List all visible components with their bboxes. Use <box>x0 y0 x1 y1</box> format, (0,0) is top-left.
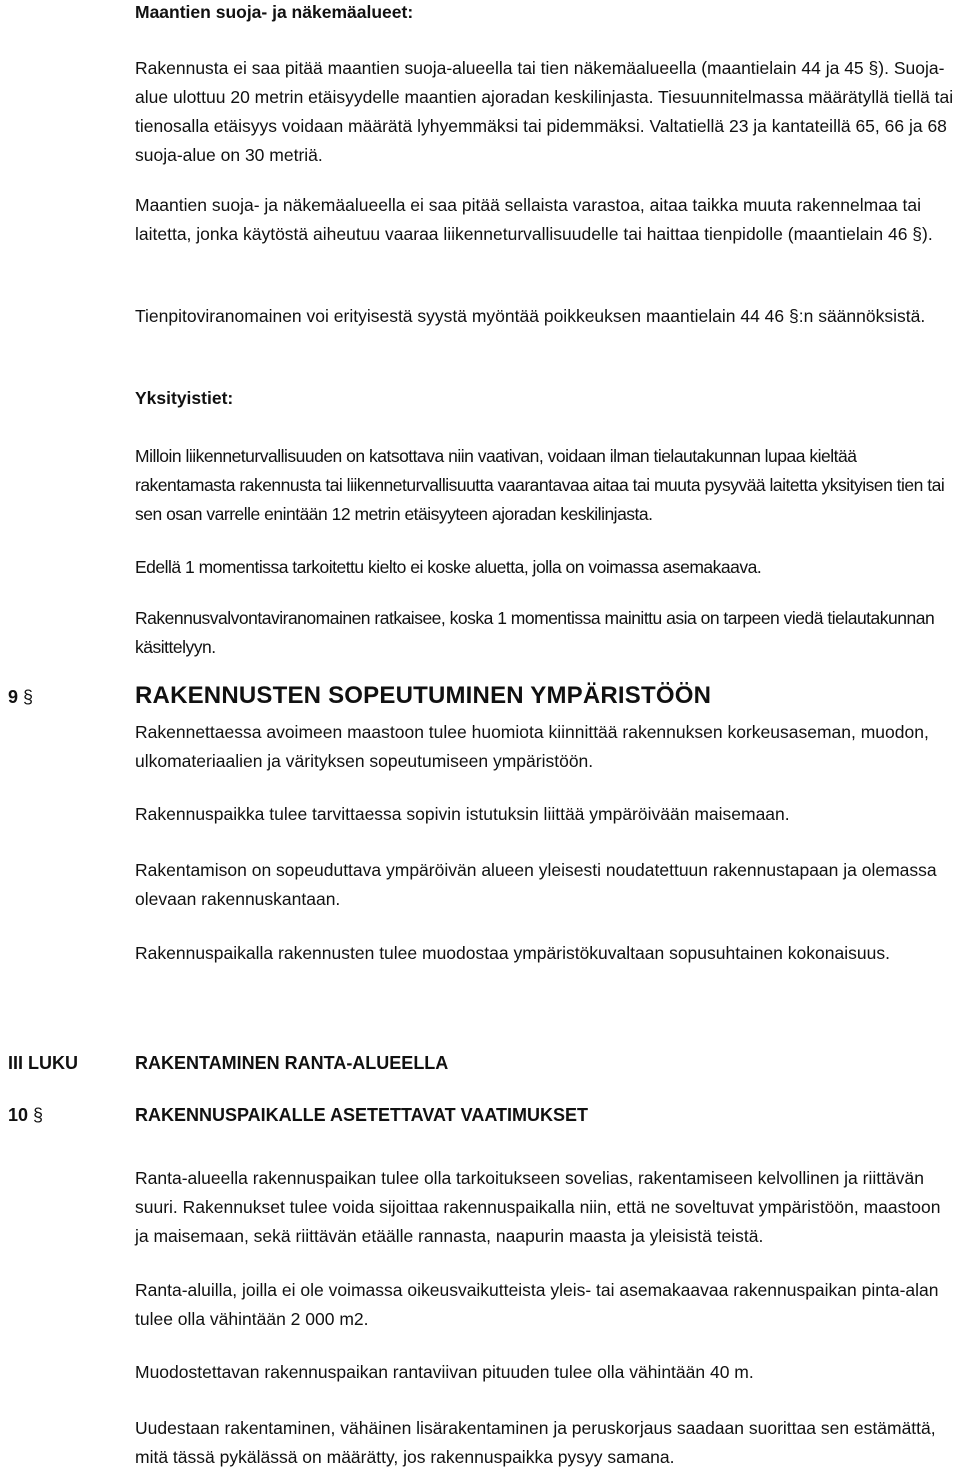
chapter-3-number: III LUKU <box>8 1053 78 1073</box>
yksityistiet-paragraph-3: Rakennusvalvontaviranomainen ratkaisee, koska 1 momentissa mainittu asia on tarpeen viedä tielautakunnan käsittelyyn. <box>135 608 935 657</box>
section-9-title: RAKENNUSTEN SOPEUTUMINEN YMPÄRISTÖÖN <box>135 682 712 709</box>
section-9-paragraph-4: Rakennuspaikalla rakennusten tulee muodostaa ympäristökuvaltaan sopusuhtainen kokonaisuus. <box>135 943 890 963</box>
heading-yksityistiet: Yksityistiet: <box>135 388 234 408</box>
section-10-num: 10 <box>8 1105 29 1125</box>
section-symbol: § <box>33 1105 44 1125</box>
section-9-num: 9 <box>8 687 19 707</box>
section-9-paragraph-2: Rakennuspaikka tulee tarvittaessa sopivin istutuksin liittää ympäröivään maisemaan. <box>135 804 790 824</box>
chapter-3-title: RAKENTAMINEN RANTA-ALUEELLA <box>135 1053 449 1073</box>
section-9-paragraph-3: Rakentamison on sopeuduttava ympäröivän alueen yleisesti noudatettuun rakennustapaan ja olemassa olevaan rakennuskantaan. <box>135 860 937 909</box>
section-9-paragraph-1: Rakennettaessa avoimeen maastoon tulee huomiota kiinnittää rakennuksen korkeusaseman, muodon, ulkomateriaalien ja värityksen sopeutumiseen ympäristöön. <box>135 722 929 771</box>
maantiet-paragraph-3: Tienpitoviranomainen voi erityisestä syystä myöntää poikkeuksen maantielain 44 46 §:n säännöksistä. <box>135 306 926 326</box>
maantiet-paragraph-2: Maantien suoja- ja näkemäalueella ei saa pitää sellaista varastoa, aitaa taikka muuta rakennelmaa tai laitetta, jonka käytöstä aiheutuu vaaraa liikenneturvallisuudelle tai haittaa tienpidolle (maantielain 46 §). <box>135 195 933 244</box>
yksityistiet-paragraph-2: Edellä 1 momentissa tarkoitettu kielto ei koske aluetta, jolla on voimassa asemakaava. <box>135 557 762 577</box>
heading-maantien-suoja: Maantien suoja- ja näkemäalueet: <box>135 2 414 22</box>
section-10-paragraph-4: Uudestaan rakentaminen, vähäinen lisärakentaminen ja peruskorjaus saadaan suorittaa sen estämättä, mitä tässä pykälässä on määrätty, jos rakennuspaikka pysyy samana. <box>135 1418 936 1467</box>
yksityistiet-paragraph-1: Milloin liikenneturvallisuuden on katsottava niin vaativan, voidaan ilman tielautakunnan lupaa kieltää rakentamasta rakennusta tai liikenneturvallisuutta vaarantavaa aitaa tai muuta pysyvää laitetta yksityisen tien tai sen osan varrelle enintään 12 metrin etäisyyteen ajoradan keskilinjasta. <box>135 446 945 524</box>
section-10-paragraph-1: Ranta-alueella rakennuspaikan tulee olla tarkoitukseen sovelias, rakentamiseen kelvollinen ja riittävän suuri. Rakennukset tulee voida sijoittaa rakennuspaikalla niin, että ne soveltuvat ympäristöön, maastoon ja maisemaan, sekä riittävän etäälle rannasta, naapurin maasta ja yleisistä teistä. <box>135 1168 941 1246</box>
section-9-number <box>8 683 33 712</box>
section-10-paragraph-3: Muodostettavan rakennuspaikan rantaviivan pituuden tulee olla vähintään 40 m. <box>135 1362 754 1382</box>
section-10-paragraph-2: Ranta-aluilla, joilla ei ole voimassa oikeusvaikutteista yleis- tai asemakaavaa rakennuspaikan pinta-alan tulee olla vähintään 2 000 m2. <box>135 1280 939 1329</box>
maantiet-paragraph-1: Rakennusta ei saa pitää maantien suoja-alueella tai tien näkemäalueella (maantielain 44 ja 45 §). Suoja-alue ulottuu 20 metrin etäisyydelle maantien ajoradan keskilinjasta. Tiesuunnitelmassa määrätyllä tiellä tai tienosalla etäisyys voidaan määrätä lyhyemmäksi tai pidemmäksi. Valtatiellä 23 ja kantateillä 65, 66 ja 68 suoja-alue on 30 metriä. <box>135 58 954 165</box>
section-symbol: § <box>23 687 34 707</box>
section-10-number <box>8 1101 43 1130</box>
section-10-title: RAKENNUSPAIKALLE ASETETTAVAT VAATIMUKSET <box>135 1105 588 1125</box>
